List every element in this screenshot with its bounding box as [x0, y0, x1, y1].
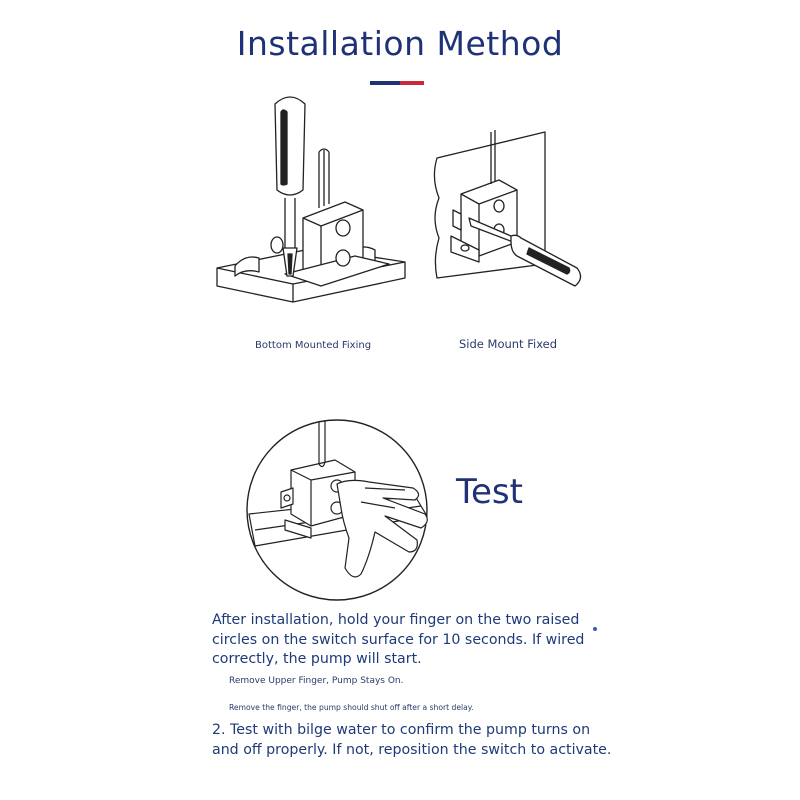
decorative-dot	[593, 627, 597, 631]
title-divider-red	[400, 81, 424, 85]
title-divider	[370, 81, 424, 85]
title-divider-blue	[370, 81, 400, 85]
test-note-1: Remove Upper Finger, Pump Stays On.	[229, 676, 404, 686]
test-note-2: Remove the finger, the pump should shut off after a short delay.	[229, 703, 474, 712]
test-paragraph-2: 2. Test with bilge water to confirm the pump turns on and off properly. If not, reposition the switch to activate.	[212, 722, 612, 758]
bottom-mount-illustration	[215, 90, 415, 315]
test-paragraph-1: After installation, hold your finger on the two raised circles on the switch surface for 10 seconds. If wired correctly, the pump will start.	[212, 612, 585, 667]
page-title: Installation Method	[236, 24, 564, 63]
caption-bottom-mount: Bottom Mounted Fixing	[255, 340, 372, 351]
caption-side-mount: Side Mount Fixed	[459, 337, 558, 351]
side-mount-illustration	[425, 118, 590, 308]
test-illustration	[245, 418, 430, 603]
test-heading: Test	[456, 472, 523, 512]
